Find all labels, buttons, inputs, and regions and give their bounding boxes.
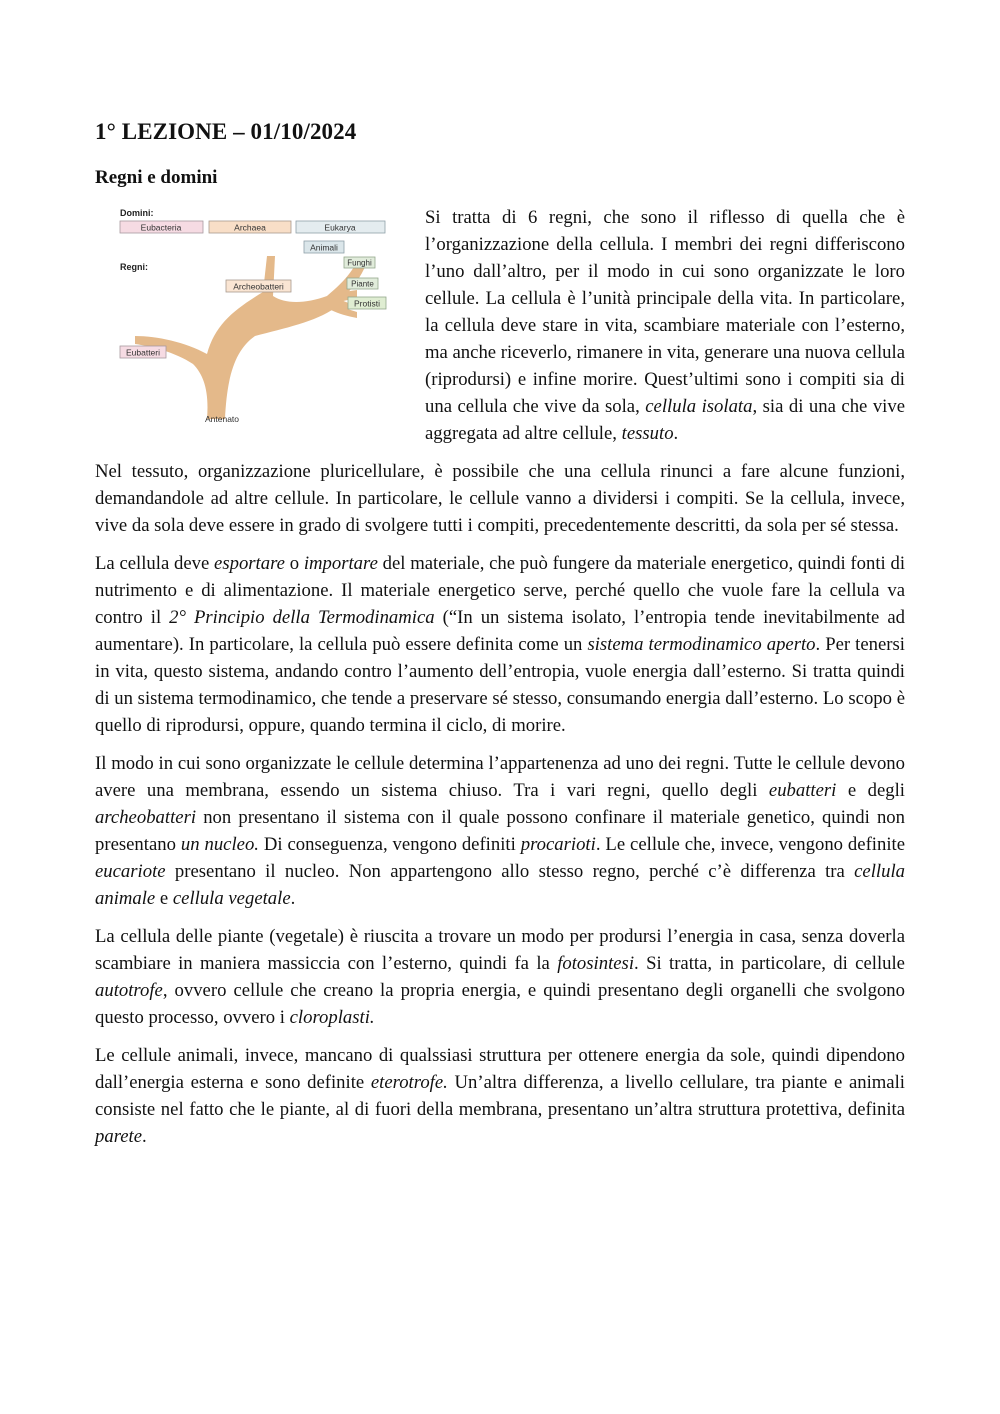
text-run: e degli (836, 780, 905, 801)
italic-term: importare (303, 553, 378, 574)
text-run: . Si tratta, in particolare, di cellule (634, 953, 905, 974)
text-run: o (284, 553, 304, 574)
lesson-title: 1° LEZIONE – 01/10/2024 (95, 119, 357, 144)
text-run: La cellula deve (95, 553, 215, 574)
italic-term: fotosintesi (557, 953, 635, 974)
italic-term: eterotrofe. (370, 1072, 448, 1093)
domain-label-eukarya: Eukarya (324, 222, 356, 233)
italic-term: tessuto (621, 423, 674, 444)
kingdom-label-piante: Piante (351, 279, 374, 289)
text-run: Le cellule animali, invece, mancano di qualssiasi struttura per ottenere energia da sole, quindi dipendono dall’energia esterna e sono definite (95, 1045, 905, 1093)
text-run: (“In un sistema isolato, l’entropia tende inevitabilmente ad aumentare). In particolare, la cellula può essere definita come un (95, 607, 905, 655)
paragraph-4 (95, 750, 905, 912)
italic-term: eubatteri (768, 780, 837, 801)
text-run: La cellula delle piante (vegetale) è riuscita a trovare un modo per prodursi l’energia in casa, senza doverla scambiare in maniera massiccia con l’esterno, quindi fa la (95, 926, 905, 974)
text-run: Il modo in cui sono organizzate le cellule determina l’appartenenza ad uno dei regni. Tutte le cellule devono avere una membrana, essendo un sistema chiuso. Tra i vari regni, quello degli (95, 753, 905, 801)
text-run: presentano il nucleo. Non appartengono allo stesso regno, perché c’è differenza tra (165, 861, 855, 882)
italic-term: parete (95, 1126, 143, 1147)
italic-term: 2° Principio della Termodinamica (169, 607, 435, 628)
root-label-antenato: Antenato (204, 414, 240, 424)
text-run: Nel tessuto, organizzazione pluricellulare, è possibile che una cellula rinunci a fare alcune funzioni, demandandole ad altre cellule. In particolare, le cellule vanno a dividersi i compiti. Se la cellula, invece, vive da sola deve essere in grado di svolgere tutti i compiti, precedentemente descritti, da sola per sé stessa. (95, 461, 905, 536)
italic-term: procarioti (520, 834, 596, 855)
paragraph-5 (95, 923, 905, 1031)
italic-term: cellula isolata (645, 396, 753, 417)
phylogenetic-tree-diagram (95, 204, 415, 432)
paragraph-3 (95, 550, 905, 739)
kingdom-label-archeobatteri: Archeobatteri (233, 281, 284, 292)
italic-term: cellula vegetale (172, 888, 291, 909)
domain-label-eubacteria: Eubacteria (140, 222, 182, 233)
italic-term: esportare (214, 553, 285, 574)
text-run: non presentano il sistema con il quale possono confinare il materiale genetico, quindi non presentano (95, 807, 905, 855)
italic-term: autotrofe (95, 980, 163, 1001)
text-run: . Le cellule che, invece, vengono definite (595, 834, 906, 855)
domains-label: Domini: (120, 208, 154, 218)
document-body (95, 204, 905, 1161)
italic-term: eucariote (95, 861, 166, 882)
paragraph-2 (95, 458, 905, 539)
text-run: Un’altra differenza, a livello cellulare, tra piante e animali consiste nel fatto che le piante, al di fuori della membrana, presentano un’altra struttura protettiva, definita (95, 1072, 905, 1120)
italic-term: archeobatteri (95, 807, 197, 828)
section-heading: Regni e domini (95, 167, 218, 188)
kingdom-label-animali: Animali (310, 242, 338, 253)
tree-of-life-figure (95, 204, 415, 432)
text-run: e (155, 888, 173, 909)
text-run: , ovvero cellule che creano la propria energia, e quindi presentano degli organelli che svolgono questo processo, ovvero i (95, 980, 905, 1028)
italic-term: cellula animale (95, 861, 905, 909)
text-run: . (290, 888, 296, 909)
text-run: , sia di una che vive aggregata ad altre cellule, (425, 396, 905, 444)
text-run: Si tratta di 6 regni, che sono il riflesso di quella che è l’organizzazione della cellula. I membri dei regni differiscono l’uno dall’altro, per il modo in cui sono organizzate le loro cellule. La cellula è l’unità principale della vita. In particolare, la cellula deve stare in vita, scambiare materiale con l’esterno, ma anche riceverlo, rimanere in vita, generare una nuova cellula (riprodursi) e infine morire. Quest’ultimi sono i compiti sia di una cellula che vive da sola, (425, 207, 905, 417)
kingdom-label-eubatteri: Eubatteri (125, 347, 161, 358)
text-run: Di conseguenza, vengono definiti (258, 834, 521, 855)
domain-label-archaea: Archaea (234, 222, 266, 233)
kingdom-label-protisti: Protisti (354, 298, 380, 309)
italic-term: un nucleo. (180, 834, 259, 855)
paragraph-6 (95, 1042, 905, 1150)
italic-term: sistema termodinamico aperto (587, 634, 816, 655)
italic-term: cloroplasti. (289, 1007, 375, 1028)
text-run: del materiale, che può fungere da materiale energetico, quindi fonti di nutrimento e di alimentazione. Il materiale energetico serve, perché quello che vuole fare la cellula va contro il (95, 553, 906, 628)
kingdom-label-funghi: Funghi (347, 258, 372, 268)
kingdoms-label: Regni: (120, 262, 148, 272)
text-run: . Per tenersi in vita, questo sistema, andando contro l’aumento dell’entropia, vuole energia dall’esterno. Si tratta quindi di un sistema termodinamico, che tende a preservare sé stesso, consumando energia dall’esterno. Lo scopo è quello di riprodursi, oppure, quando termina il ciclo, di morire. (95, 634, 905, 736)
text-run: . (673, 423, 679, 444)
text-run: . (142, 1126, 147, 1147)
